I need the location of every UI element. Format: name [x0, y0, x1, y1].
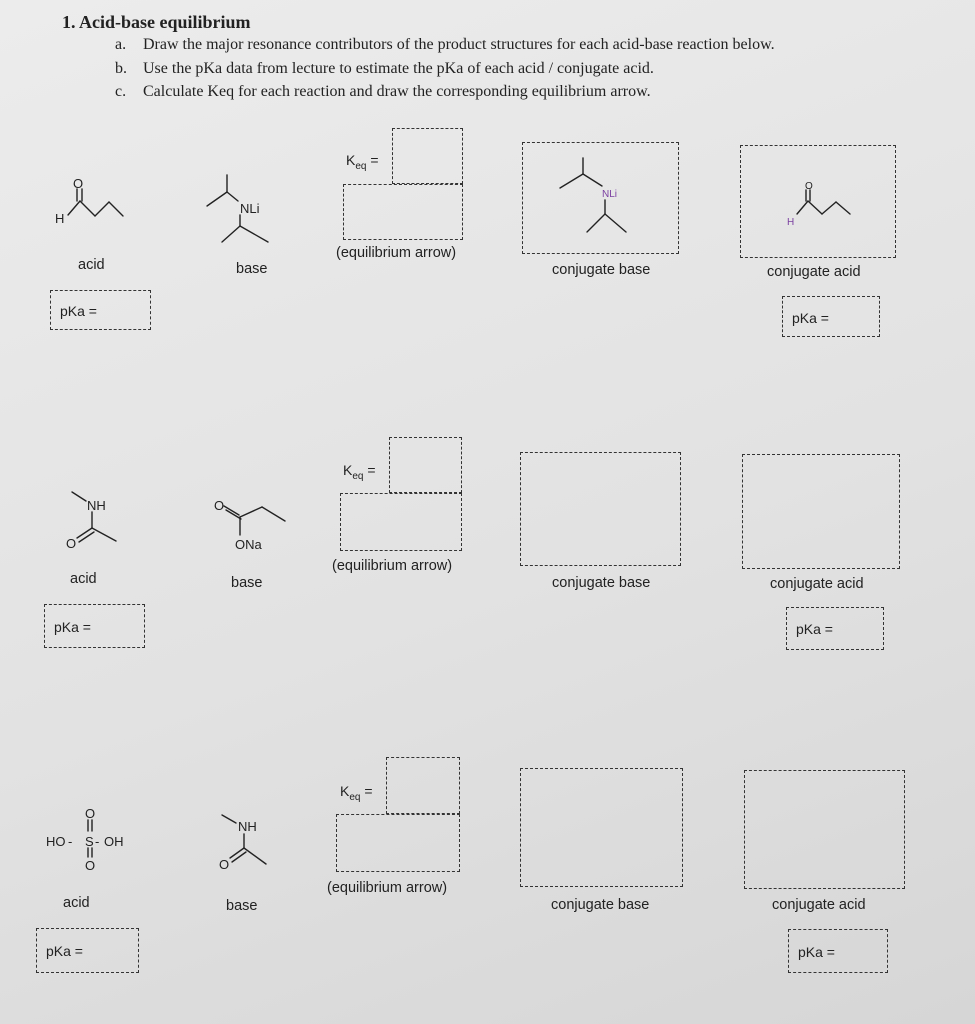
conjugate-base-label-1: conjugate base — [552, 262, 651, 278]
keq-label-1: $K_{eq}$ = — [346, 152, 379, 172]
equilibrium-arrow-label-2: (equilibrium arrow) — [332, 558, 453, 574]
conjugate-acid-label-3: conjugate acid — [772, 897, 866, 913]
conjugate-acid-pka-label-3: pKa = — [798, 944, 835, 960]
atom-o-label: O — [66, 536, 77, 551]
keq-label-3: $K_{eq}$ = — [340, 783, 373, 803]
conjugate-acid-label-1: conjugate acid — [767, 264, 861, 280]
atom-h-label: H — [55, 211, 65, 226]
atom-h-label-purple: H — [787, 217, 795, 228]
atom-ona-label: ONa — [235, 537, 262, 552]
base-label-2: base — [231, 575, 263, 591]
conjugate-acid-label-2: conjugate acid — [770, 576, 864, 592]
acid-label-3: acid — [63, 895, 90, 911]
acid-pka-label-1: pKa = — [60, 303, 97, 319]
acid-label-1: acid — [78, 257, 105, 273]
acid-pka-label-2: pKa = — [54, 619, 91, 635]
atom-o-label: O — [85, 858, 96, 873]
atom-oh-label: OH — [104, 834, 124, 849]
atom-nli-label-purple: NLi — [602, 189, 618, 200]
atom-o-label: O — [219, 857, 230, 872]
atom-o-label: O — [85, 806, 96, 821]
bond-dash: - — [68, 834, 73, 849]
bond-dash: - — [95, 834, 100, 849]
instruction-c: c. Calculate Keq for each reaction and draw the corresponding equilibrium arrow. — [115, 83, 651, 100]
butanal-structure — [68, 189, 123, 216]
conjugate-acid-pka-label-1: pKa = — [792, 310, 829, 326]
atom-o-label: O — [73, 176, 84, 191]
equilibrium-arrow-label-3: (equilibrium arrow) — [327, 880, 448, 896]
atom-s-label: S — [85, 834, 94, 849]
conjugate-acid-butanal-structure — [797, 190, 850, 214]
conjugate-base-label-3: conjugate base — [551, 897, 650, 913]
atom-ho-label: HO — [46, 834, 66, 849]
base-label-3: base — [226, 898, 258, 914]
equilibrium-arrow-label-1: (equilibrium arrow) — [336, 245, 457, 261]
acid-pka-label-3: pKa = — [46, 943, 83, 959]
sodium-propanoate-structure — [224, 506, 285, 535]
atom-o-label-small: O — [805, 181, 813, 192]
atom-nh-label: NH — [238, 819, 257, 834]
atom-nh-label: NH — [87, 498, 106, 513]
atom-nli-label: NLi — [240, 201, 260, 216]
conjugate-acid-pka-label-2: pKa = — [796, 621, 833, 637]
acid-label-2: acid — [70, 571, 97, 587]
keq-label-2: $K_{eq}$ = — [343, 462, 376, 482]
instruction-a: a. Draw the major resonance contributors of the product structures for each acid-base reaction below. — [115, 36, 775, 53]
conjugate-base-label-2: conjugate base — [552, 575, 651, 591]
base-label-1: base — [236, 261, 268, 277]
instruction-b: b. Use the pKa data from lecture to estimate the pKa of each acid / conjugate acid. — [115, 60, 654, 77]
atom-o-label: O — [214, 498, 225, 513]
page-title: 1. Acid-base equilibrium — [62, 12, 251, 32]
